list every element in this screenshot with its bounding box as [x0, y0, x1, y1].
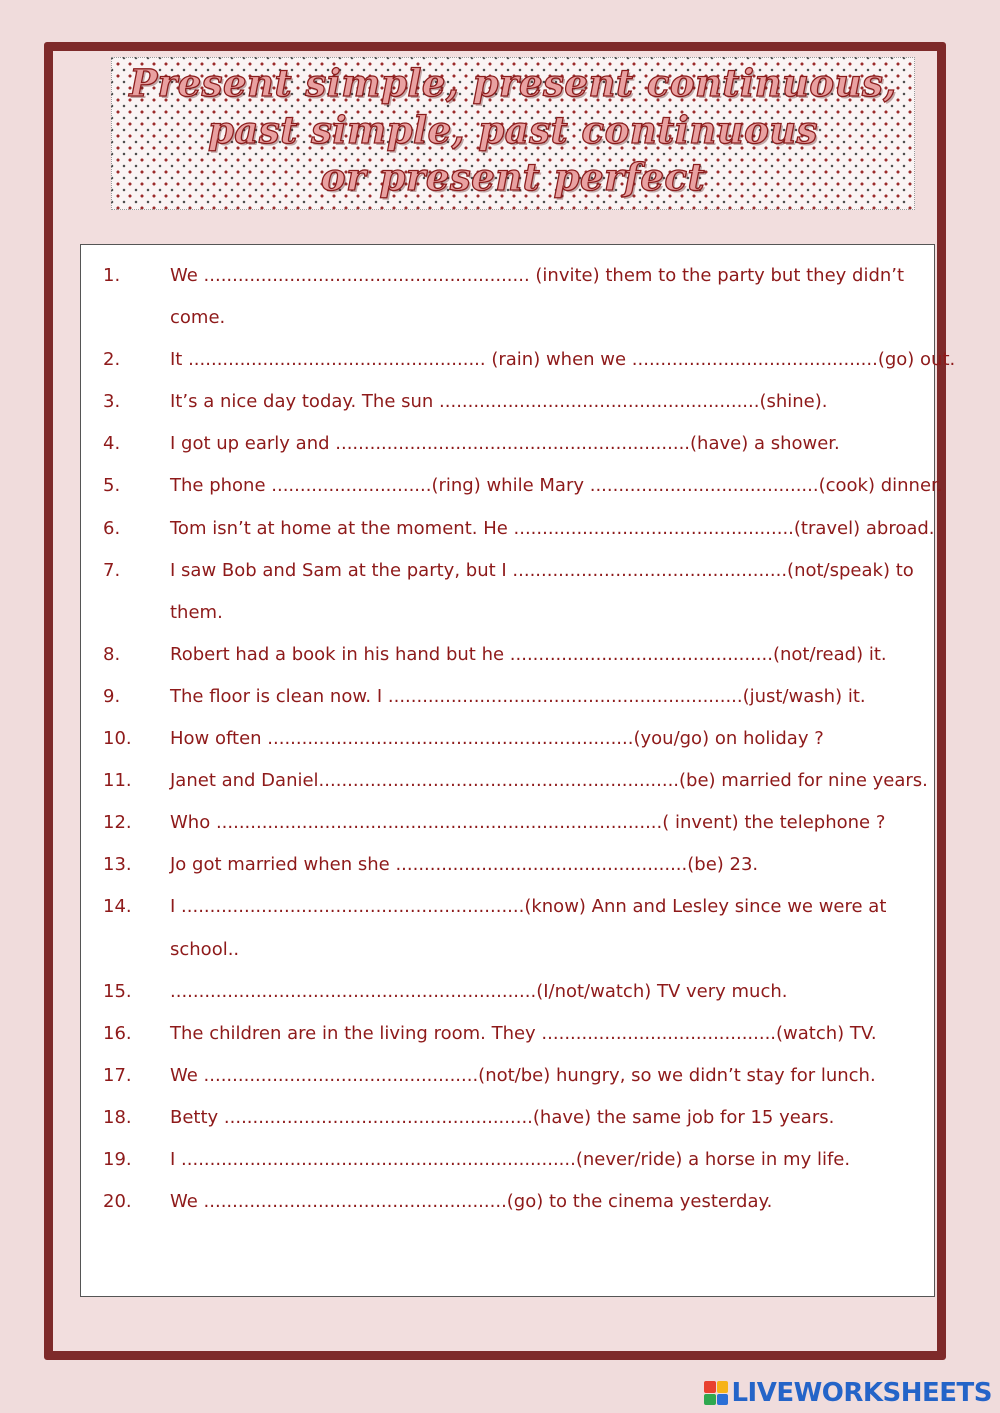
- exercise-number: 20.: [103, 1191, 132, 1213]
- exercise-number: 3.: [103, 391, 121, 413]
- exercise-item: [81, 886, 934, 970]
- exercise-text: The floor is clean now. I ..............................................................(just/wash) it.: [170, 685, 866, 707]
- exercise-number: 2.: [103, 349, 121, 371]
- exercise-item: [81, 971, 934, 1013]
- logo-square: [704, 1381, 716, 1393]
- exercise-item: [81, 634, 934, 676]
- exercise-number: 12.: [103, 812, 132, 834]
- exercise-text: I ............................................................(know) Ann and Lesley since we were at: [170, 896, 887, 918]
- exercise-text: Betty ......................................................(have) the same job for 15 years.: [170, 1106, 835, 1128]
- exercise-item: [81, 339, 956, 381]
- exercise-number: 11.: [103, 770, 132, 792]
- exercise-item: [81, 423, 934, 465]
- title-line-2: past simple, past continuous: [207, 108, 819, 152]
- exercise-item: [81, 1181, 934, 1223]
- exercise-text: We ................................................(not/be) hungry, so we didn’t stay for lunch.: [170, 1064, 876, 1086]
- exercise-text: The children are in the living room. They .........................................(watch) TV.: [170, 1022, 877, 1044]
- title-banner: [111, 57, 915, 210]
- logo-square: [704, 1394, 716, 1406]
- exercise-item: [81, 718, 934, 760]
- exercise-text: Tom isn’t at home at the moment. He .................................................(travel) abroad.: [170, 517, 935, 539]
- exercise-number: 18.: [103, 1106, 132, 1128]
- exercise-item: [81, 760, 934, 802]
- exercise-number: 1.: [103, 265, 121, 286]
- exercise-text: We ......................................................... (invite) them to the party but they didn’t: [170, 265, 905, 286]
- title-line-3: or present perfect: [320, 155, 706, 199]
- liveworksheets-logo-icon: [704, 1381, 728, 1405]
- exercise-text: It’s a nice day today. The sun ........................................................(shine).: [170, 391, 828, 413]
- exercise-text: Robert had a book in his hand but he ..............................................(not/read) it.: [170, 643, 887, 665]
- exercise-text: them.: [170, 601, 223, 623]
- exercise-text: I saw Bob and Sam at the party, but I ................................................(not/speak) to: [170, 559, 914, 581]
- exercise-item: [81, 255, 934, 339]
- exercise-item: [81, 1097, 934, 1139]
- exercise-number: 6.: [103, 517, 121, 539]
- exercise-text: The phone ............................(ring) while Mary ........................................(cook) dinner.: [170, 475, 943, 497]
- exercise-number: 14.: [103, 896, 132, 918]
- exercise-number: 10.: [103, 728, 132, 750]
- exercise-number: 16.: [103, 1022, 132, 1044]
- title-line-1: Present simple, present continuous,: [129, 61, 897, 105]
- exercise-number: 15.: [103, 980, 132, 1002]
- exercise-text: I got up early and ..............................................................(have) a shower.: [170, 433, 840, 455]
- exercise-number: 7.: [103, 559, 121, 581]
- logo-square: [717, 1381, 729, 1393]
- exercise-text: Jo got married when she ...................................................(be) 23.: [170, 854, 759, 876]
- exercise-text: It .................................................... (rain) when we ...........................................(go) out.: [170, 349, 956, 371]
- exercise-text: I .....................................................................(never/ride) a horse in my life.: [170, 1148, 851, 1170]
- exercise-number: 17.: [103, 1064, 132, 1086]
- exercise-list: [81, 255, 956, 1223]
- exercise-number: 19.: [103, 1148, 132, 1170]
- exercise-item: [81, 802, 934, 844]
- exercise-item: [81, 676, 934, 718]
- exercise-number: 9.: [103, 685, 121, 707]
- exercise-item: [81, 508, 934, 550]
- exercise-item: [81, 465, 943, 507]
- exercise-number: 5.: [103, 475, 121, 497]
- exercise-number: 8.: [103, 643, 121, 665]
- exercise-text: Janet and Daniel...............................................................(be) married for nine years.: [170, 770, 928, 792]
- exercise-item: [81, 381, 934, 423]
- liveworksheets-logo: [704, 1378, 992, 1408]
- exercise-text: How often ................................................................(you/go) on holiday ?: [170, 728, 824, 750]
- exercise-text: come.: [170, 307, 226, 329]
- logo-text: LIVEWORKSHEETS: [731, 1378, 992, 1408]
- exercise-item: [81, 1013, 934, 1055]
- exercise-number: 13.: [103, 854, 132, 876]
- exercise-text: Who ..............................................................................( invent) the telephone ?: [170, 812, 886, 834]
- exercise-item: [81, 844, 934, 886]
- exercise-text: We .....................................................(go) to the cinema yesterday.: [170, 1191, 773, 1213]
- exercise-item: [81, 1055, 934, 1097]
- exercise-item: [81, 550, 934, 634]
- exercise-number: 4.: [103, 433, 121, 455]
- exercise-text: school..: [170, 938, 240, 960]
- logo-square: [717, 1394, 729, 1406]
- exercise-box: [80, 244, 956, 1297]
- exercise-text: ................................................................(I/not/watch) TV very much.: [170, 980, 788, 1002]
- exercise-item: [81, 1139, 934, 1181]
